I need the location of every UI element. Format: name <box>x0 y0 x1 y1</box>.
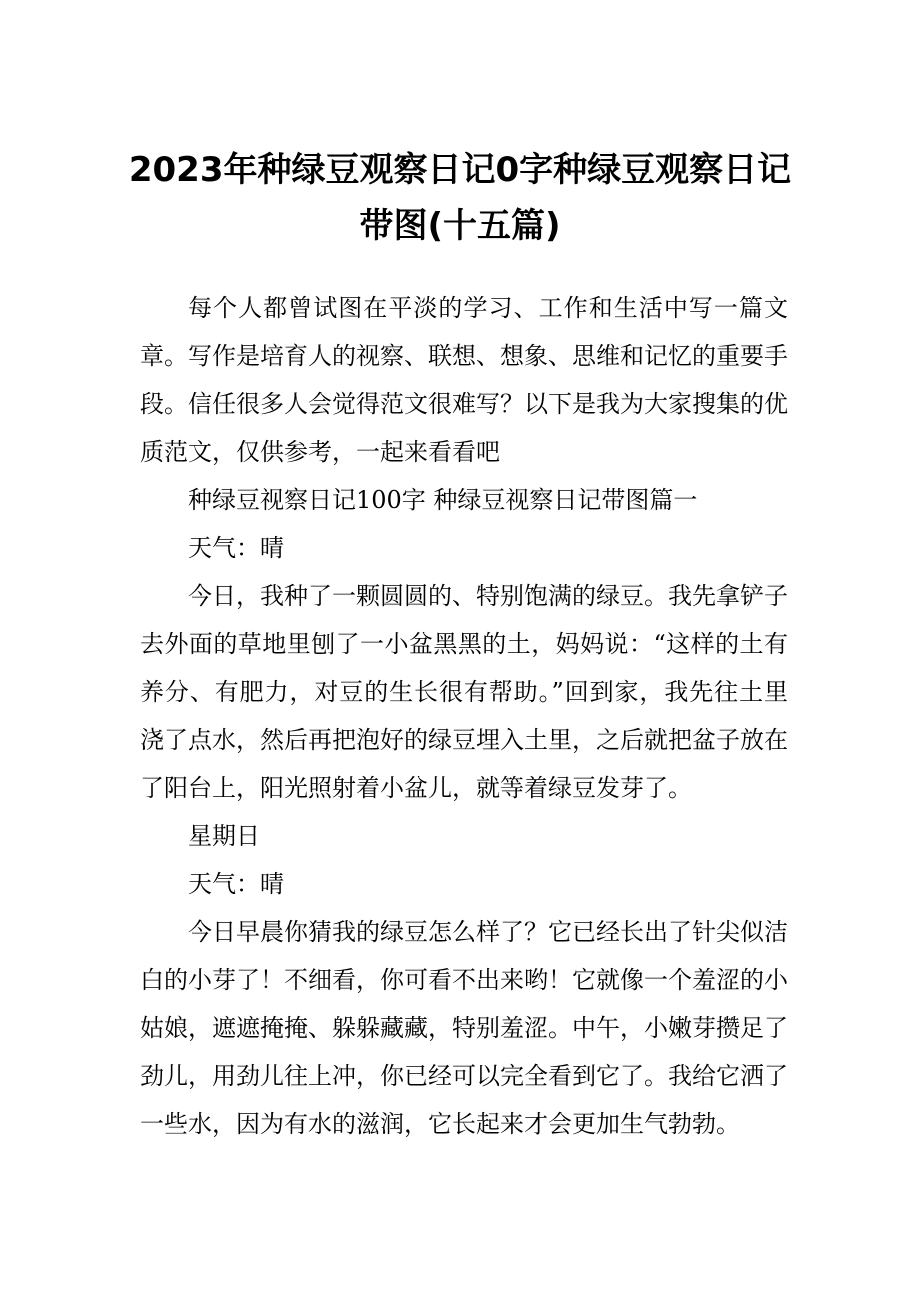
diary-paragraph: 今日早晨你猜我的绿豆怎么样了？它已经长出了针尖似洁白的小芽了！不细看，你可看不出来哟！它就像一个羞涩的小姑娘，遮遮掩掩、躲躲藏藏，特别羞涩。中午，小嫩芽攒足了劲儿，用劲儿往上冲，你已经可以完全看到它了。我给它洒了一些水，因为有水的滋润，它长起来才会更加生气勃勃。 <box>140 918 788 1138</box>
intro-paragraph: 每个人都曾试图在平淡的学习、工作和生活中写一篇文章。写作是培育人的视察、联想、想象、思维和记忆的重要手段。信任很多人会觉得范文很难写？以下是我为大家搜集的优质范文，仅供参考，一起来看看吧 <box>140 294 788 466</box>
day-line: 星期日 <box>188 822 260 850</box>
section-heading: 种绿豆视察日记100字 种绿豆视察日记带图篇一 <box>188 486 698 514</box>
document-title: 2023年种绿豆观察日记0字种绿豆观察日记带图(十五篇) <box>128 150 792 246</box>
weather-line: 天气：晴 <box>188 870 284 898</box>
weather-line: 天气：晴 <box>188 534 284 562</box>
document-body <box>140 284 788 1148</box>
diary-paragraph: 今日，我种了一颗圆圆的、特别饱满的绿豆。我先拿铲子去外面的草地里刨了一小盆黑黑的土，妈妈说：“这样的土有养分、有肥力，对豆的生长很有帮助。”回到家，我先往土里浇了点水，然后再把泡好的绿豆埋入土里，之后就把盆子放在了阳台上，阳光照射着小盆儿，就等着绿豆发芽了。 <box>140 582 788 802</box>
